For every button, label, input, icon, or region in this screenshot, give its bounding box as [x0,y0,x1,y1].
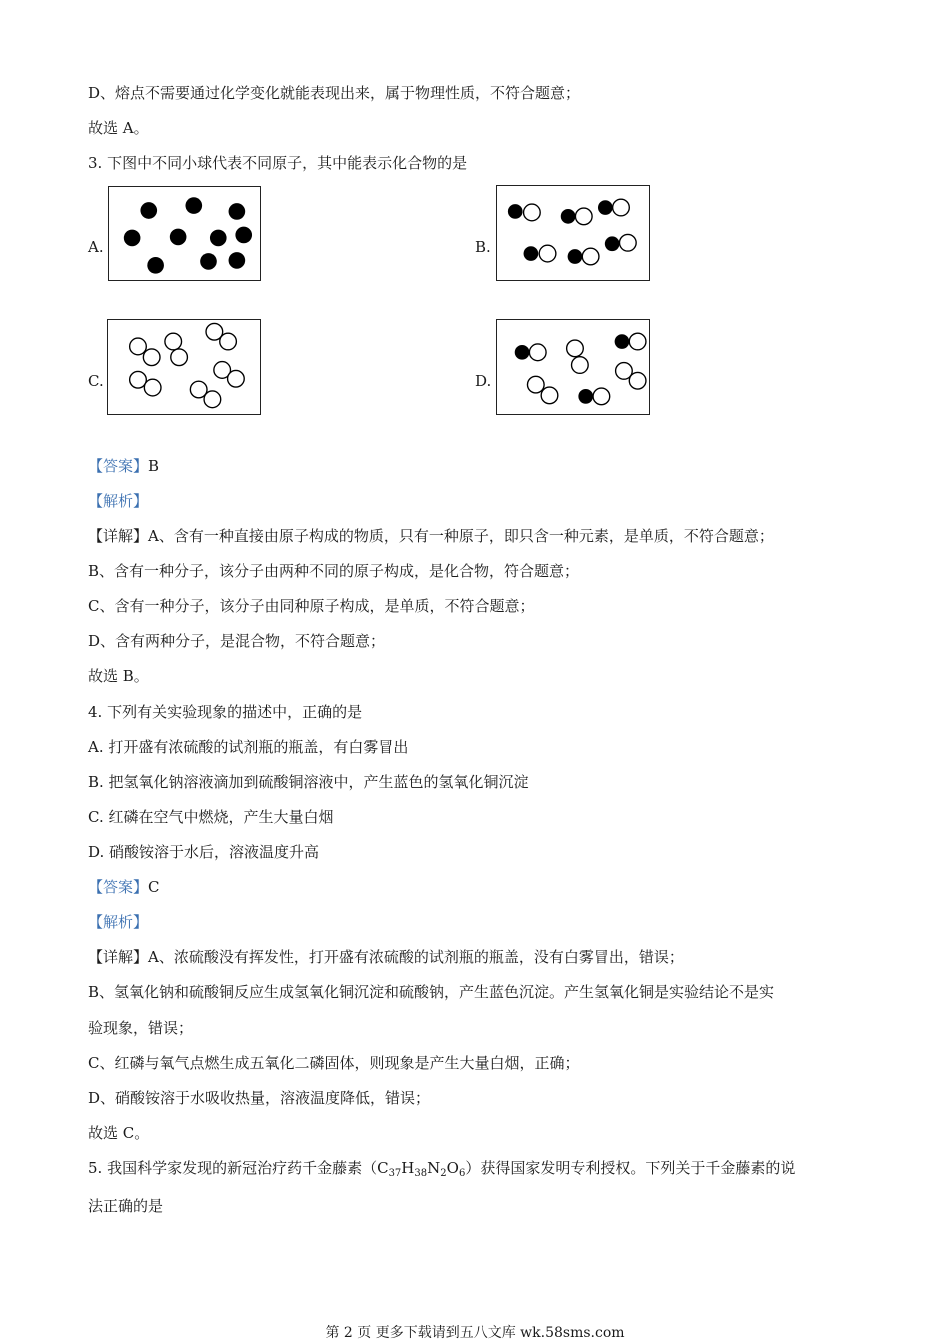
text-line: D、熔点不需要通过化学变化就能表现出来，属于物理性质，不符合题意； [88,84,581,102]
question-5-stem [88,1158,795,1184]
text-line: 故选 B。 [88,667,149,685]
element-symbol: H [401,1159,415,1177]
element-symbol: N [427,1159,441,1177]
text-line: B、氢氧化钠和硫酸铜反应生成氢氧化铜沉淀和硫酸钠，产生蓝色沉淀。产生氢氧化铜是实验结论不是实 [88,983,775,1001]
atom-black [229,252,246,269]
question-4-option-b: B. 把氢氧化钠溶液滴加到硫酸铜溶液中，产生蓝色的氢氧化铜沉淀 [88,773,529,791]
option-b-diagram [496,185,650,281]
subscript: 38 [414,1168,428,1179]
text-line: C、含有一种分子，该分子由同种原子构成，是单质，不符合题意； [88,597,535,615]
text-line: 故选 C。 [88,1124,150,1142]
molecule-black-white [561,208,592,225]
subscript: 2 [440,1168,447,1179]
atom-black [170,229,187,246]
molecule-white-white [527,376,557,403]
molecule-black-white [524,245,556,262]
option-c-label: C. [88,372,104,390]
question-4-option-c: C. 红磷在空气中燃烧，产生大量白烟 [88,808,334,826]
molecule-black-white [605,234,636,251]
molecule-white-white [616,363,646,389]
atom-black [140,202,157,219]
answer-value: C [148,878,160,896]
analysis-tag: 【解析】 [88,913,149,931]
option-a-label: A. [88,238,104,256]
molecule-white-white [190,381,220,407]
atom-black [229,203,246,220]
question-4-option-d: D. 硝酸铵溶于水后，溶液温度升高 [88,843,320,861]
text-line: D、硝酸铵溶于水吸收热量，溶液温度降低，错误； [88,1089,431,1107]
atom-black [147,257,164,274]
text-line: 验现象，错误； [88,1019,194,1037]
subscript: 6 [458,1168,466,1179]
detail-tag: 【详解】 [88,527,149,545]
detail-text: A、浓硫酸没有挥发性，打开盛有浓硫酸的试剂瓶的瓶盖，没有白雾冒出，错误； [148,948,684,966]
molecule-black-white [508,204,540,221]
answer-tag: 【答案】 [88,457,149,475]
answer-line [88,456,159,476]
atom-black [124,230,141,247]
option-b-label: B. [475,238,491,256]
answer-line [88,877,160,897]
molecule-white-white [567,340,589,373]
analysis-tag: 【解析】 [88,492,149,510]
molecule-black-white [598,199,629,216]
text-line: 法正确的是 [88,1197,164,1215]
molecule-white-white [206,323,236,349]
atom-black [200,253,217,270]
detail-tag: 【详解】 [88,948,149,966]
element-symbol: O [446,1159,459,1177]
molecule-black-white [568,248,599,265]
molecule-black-white [615,333,646,350]
text-line: 故选 A。 [88,119,149,137]
molecule-white-white [165,333,188,365]
answer-value: B [148,457,160,475]
question-3-stem: 3. 下图中不同小球代表不同原子，其中能表示化合物的是 [88,154,468,172]
detail-line [88,947,684,967]
option-c-diagram [107,319,261,415]
option-a-diagram [108,186,261,281]
atom-black [235,227,252,244]
text-line: B、含有一种分子，该分子由两种不同的原子构成，是化合物，符合题意； [88,562,580,580]
atom-black [185,197,202,214]
q5-text: 5. 我国科学家发现的新冠治疗药千金藤素（C [88,1159,389,1177]
option-d-diagram [496,319,650,415]
molecule-white-white [130,338,160,365]
text-line: D、含有两种分子，是混合物，不符合题意； [88,632,386,650]
detail-line [88,526,774,546]
molecule-white-white [130,371,161,395]
question-4-option-a: A. 打开盛有浓硫酸的试剂瓶的瓶盖，有白雾冒出 [88,738,409,756]
molecule-white-white [214,362,244,387]
option-d-label: D. [475,372,492,390]
answer-tag: 【答案】 [88,878,149,896]
molecule-black-white [578,388,609,405]
q5-text: ）获得国家发明专利授权。下列关于千金藤素的说 [465,1159,796,1177]
question-4-stem: 4. 下列有关实验现象的描述中，正确的是 [88,703,363,721]
text-line: C、红磷与氧气点燃生成五氧化二磷固体，则现象是产生大量白烟，正确； [88,1054,580,1072]
molecule-black-white [515,344,546,361]
subscript: 37 [388,1168,402,1179]
page-footer: 第 2 页 更多下载请到五八文库 wk.58sms.com [325,1325,625,1341]
atom-black [210,230,227,247]
detail-text: A、含有一种直接由原子构成的物质，只有一种原子，即只含一种元素，是单质，不符合题意； [148,527,774,545]
